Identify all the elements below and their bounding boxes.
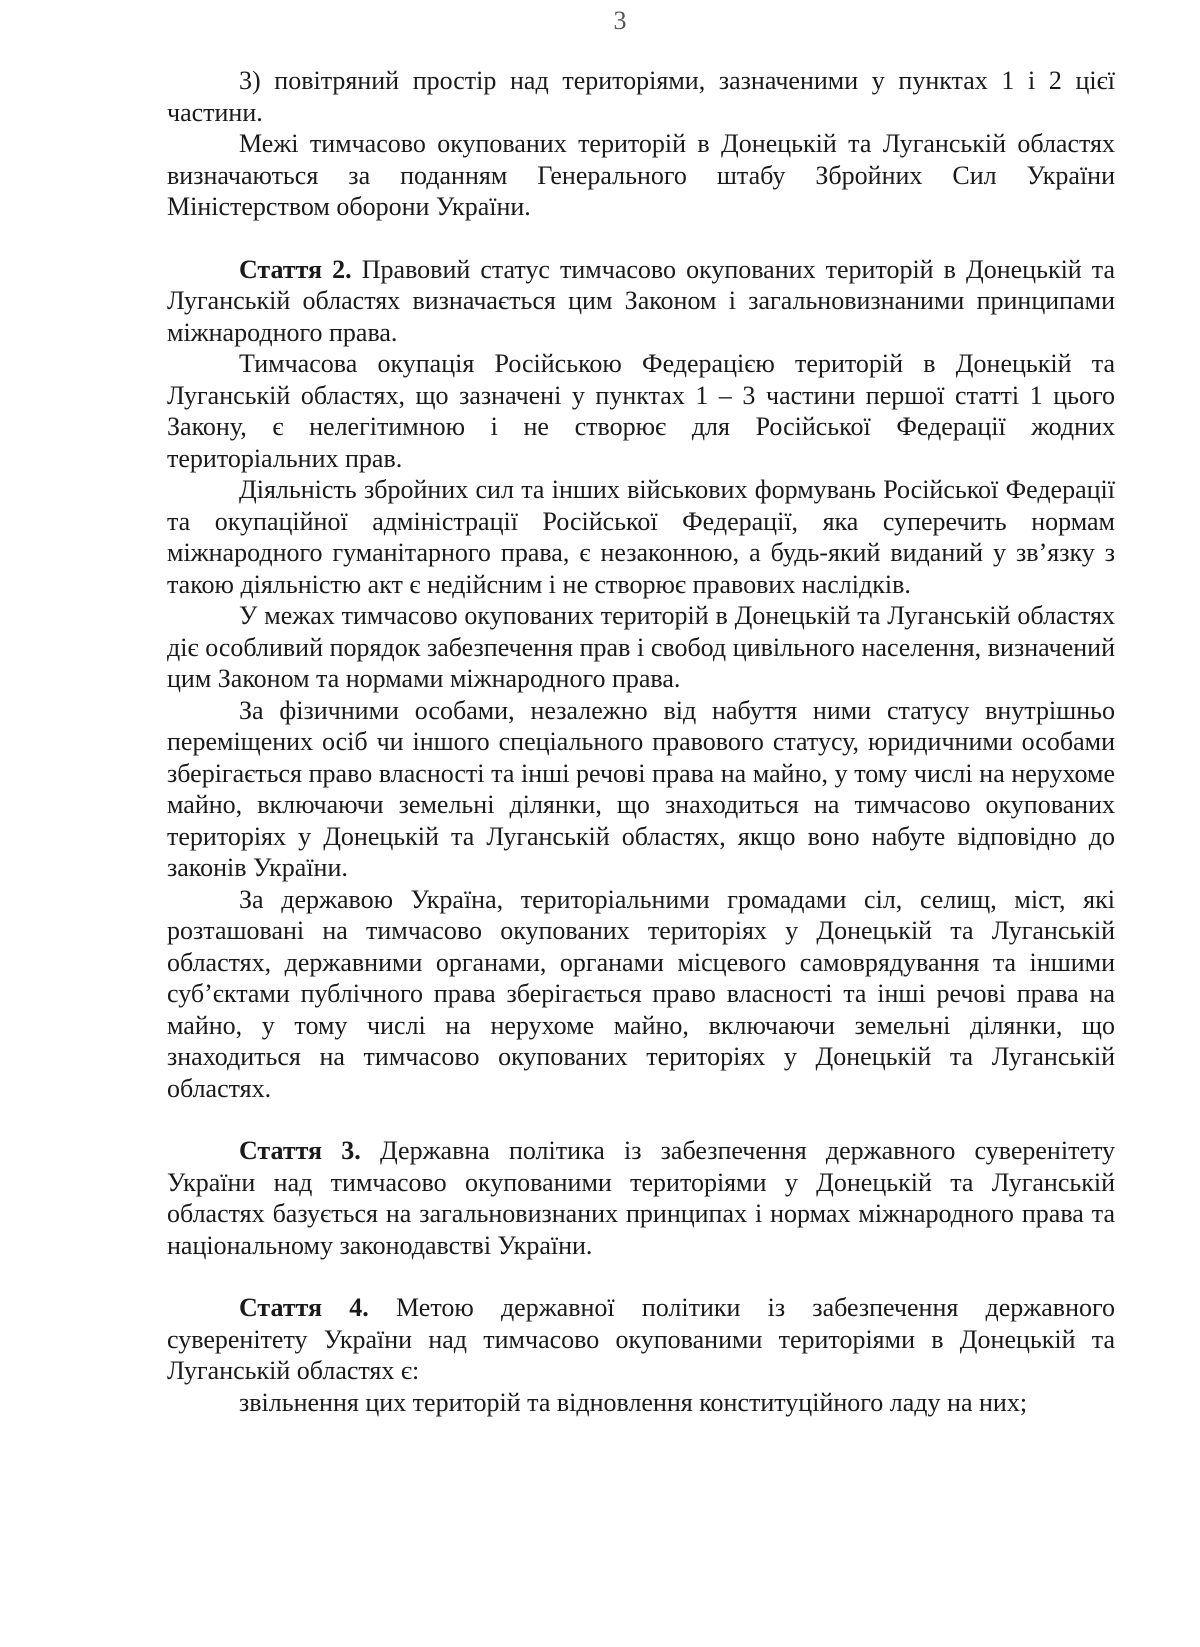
paragraph: [167, 600, 1115, 695]
paragraph-text: Правовий статус тимчасово окупованих територій в Донецькій та Луганській областях визначається цим Законом і загальновизнаними принципами міжнародного права.: [167, 254, 1115, 347]
document-body: [167, 65, 1115, 1418]
paragraph-text: У межах тимчасово окупованих територій в Донецькій та Луганській областях діє особливий порядок забезпечення прав і свобод цивільного населення, визначений цим Законом та нормами міжнародного права.: [167, 601, 1115, 693]
paragraph: [167, 65, 1115, 128]
paragraph-text: 3) повітряний простір над територіями, зазначеними у пунктах 1 і 2 цієї частини.: [167, 66, 1115, 127]
paragraph-text: За державою Україна, територіальними громадами сіл, селищ, міст, які розташовані на тимчасово окупованих територіях у Донецькій та Луганській областях, державними органами, органами місцевого самоврядування та іншими суб’єктами публічного права зберігається право власності та інші речові права на майно, у тому числі на нерухоме майно, включаючи земельні ділянки, що знаходиться на тимчасово окупованих територіях у Донецькій та Луганській областях.: [167, 884, 1115, 1103]
page-number: 3: [613, 6, 627, 35]
paragraph-text: Метою державної політики із забезпечення державного суверенітету України над тимчасово окупованими територіями в Донецькій та Луганській областях є:: [167, 1293, 1115, 1385]
paragraph-text: Державна політика із забезпечення державного суверенітету України над тимчасово окупованими територіями у Донецькій та Луганській областях базується на загальновизнаних принципах і нормах міжнародного права та національному законодавстві України.: [167, 1136, 1115, 1260]
article-3-paragraph: [167, 1135, 1115, 1261]
article-heading: Стаття 3.: [239, 1136, 361, 1165]
paragraph-text: Діяльність збройних сил та інших військових формувань Російської Федерації та окупаційної адміністрації Російської Федерації, яка суперечить нормам міжнародного гуманітарного права, є незаконною, а будь-який виданий у зв’язку з такою діяльністю акт є недійсним і не створює правових наслідків.: [167, 475, 1115, 599]
article-heading: Стаття 2.: [239, 254, 352, 284]
article-heading: Стаття 4.: [239, 1293, 369, 1322]
paragraph: [167, 1387, 1115, 1419]
paragraph-text: Межі тимчасово окупованих територій в Донецькій та Луганській областях визначаються за поданням Генерального штабу Збройних Сил України Міністерством оборони України.: [167, 129, 1115, 221]
paragraph-text: звільнення цих територій та відновлення конституційного ладу на них;: [239, 1387, 1028, 1417]
paragraph-text: Тимчасова окупація Російською Федерацією територій в Донецькій та Луганській областях, що зазначені у пунктах 1 – 3 частини першої статті 1 цього Закону, є нелегітимною і не створює для Російської Федерації жодних територіальних прав.: [167, 349, 1115, 473]
paragraph: [167, 695, 1115, 884]
paragraph-text: За фізичними особами, незалежно від набуття ними статусу внутрішньо переміщених осіб чи іншого спеціального правового статусу, юридичними особами зберігається право власності та інші речові права на майно, у тому числі на нерухоме майно, включаючи земельні ділянки, що знаходиться на тимчасово окупованих територіях у Донецькій та Луганській областях, якщо воно набуте відповідно до законів України.: [167, 695, 1115, 882]
article-2-paragraph: [167, 254, 1115, 349]
paragraph: [167, 348, 1115, 474]
article-4-paragraph: [167, 1292, 1115, 1387]
paragraph: [167, 474, 1115, 600]
paragraph: [167, 128, 1115, 223]
paragraph: [167, 884, 1115, 1105]
